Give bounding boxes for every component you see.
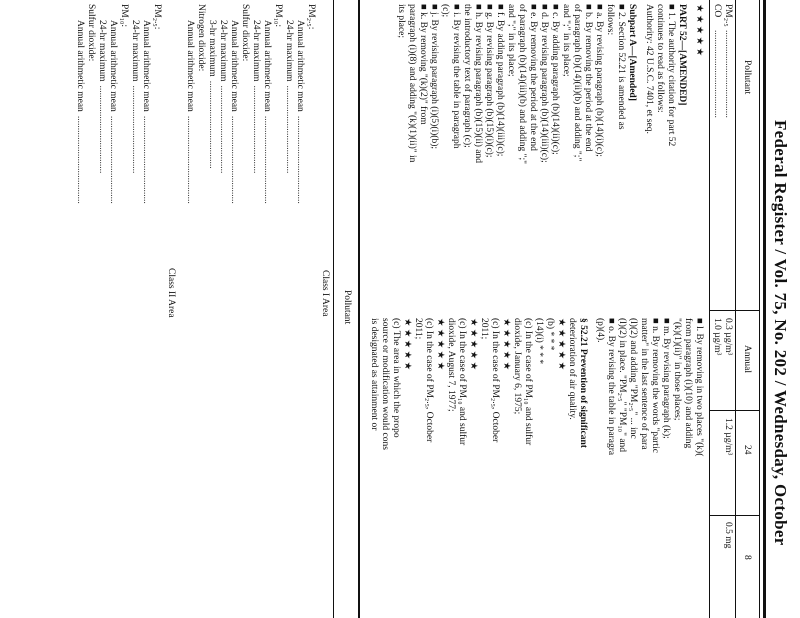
right-column-line: ■ n. By removing the words "partic (650, 318, 660, 453)
left-column-line: (c); (440, 4, 450, 18)
class1-row-label: PM₁₀: (273, 4, 283, 27)
class1-row-dots: ..................................... (185, 115, 195, 204)
left-column-line: Subpart A—[Amended] (627, 4, 637, 101)
left-column-line: PART 52—[AMENDED] (677, 4, 687, 106)
top-col-24: 24 (742, 445, 752, 455)
right-column-line: 2011; (479, 318, 489, 340)
class2-row (140, 4, 151, 604)
class2-row-label: 24-hr maximum (130, 20, 140, 82)
right-column-line: ■ m. By revising paragraph (k); (661, 318, 671, 439)
top-table-rule-2 (735, 0, 736, 618)
top-row-8: 0.5 mg (723, 522, 733, 549)
class1-row (261, 4, 272, 604)
class1-row-label: 24-hr maximum (251, 20, 261, 82)
class2-row-dots: ..................................... (108, 115, 118, 204)
left-text-column (395, 4, 704, 304)
class1-row-label: Annual arithmetic mean (295, 20, 305, 112)
class2-row-dots: ..................................... (130, 85, 140, 174)
top-row-24: 1.2 µg/m³ (723, 418, 733, 456)
class1-row (294, 4, 305, 604)
class1-row-dots: ..................................... (251, 85, 261, 174)
top-row-name: PM₂.₅ (723, 4, 733, 27)
class1-row-label: PM₂.₅: (306, 4, 316, 30)
class2-row-label: Annual arithmetic mean (141, 20, 151, 112)
class1-row-dots: ..................................... (295, 115, 305, 204)
left-column-line: paragraph (i)(8) and adding "(k)(1)(ii)" in (407, 4, 417, 163)
class1-row-dots: ..................................... (207, 80, 217, 169)
left-column-line: Authority: 42 U.S.C. 7401, et seq. (644, 4, 654, 134)
class1-row-label: 24-hr maximum (284, 20, 294, 82)
class2-heading: Class II Area (166, 268, 176, 318)
right-column-line: (b) * * * (545, 318, 555, 351)
right-column-line: ★ ★ ★ ★ ★ (468, 318, 478, 371)
left-column-line: ■ a. By revising paragraph (b)(14)(i)(c); (594, 4, 604, 157)
right-column-line: ★ ★ ★ ★ ★ (556, 318, 566, 371)
top-vrule-2 (710, 410, 760, 411)
right-column-line: (l)(2) and adding "PM₂.₅" ... inc (628, 318, 638, 439)
right-column-line: matter" in the last sentence of para (639, 318, 649, 450)
class2-row (129, 4, 140, 604)
top-row-dots: ..................................... (723, 30, 733, 118)
class2-row (151, 4, 162, 604)
top-row-annual: 1.0 µg/m³ (712, 318, 722, 356)
left-column-line: of paragraph (b)(14)(iii)(b) and adding ";" (517, 4, 527, 164)
class1-rows (184, 4, 316, 604)
class1-row (195, 4, 206, 604)
right-column-line: ■ l. By removing in two places "(k)( (694, 318, 704, 457)
class2-row-label: PM₂.₅: (152, 4, 162, 30)
class2-row-label: 24-hr maximum (97, 20, 107, 82)
class1-row (217, 4, 228, 604)
class1-row (305, 4, 316, 604)
right-column-line: is designated as attainment or (369, 318, 379, 431)
left-column-line: ★ ★ ★ ★ ★ (694, 4, 704, 57)
top-col-pollutant: Pollutant (742, 60, 752, 95)
top-row-dots: ..................................... (712, 30, 722, 118)
right-column-line: (c) In the case of PM₁₀ and sulfur (457, 318, 467, 446)
header-rule (763, 0, 766, 618)
class2-row-label: Annual arithmetic mean (75, 20, 85, 112)
right-column-line: (c) In the case of PM₁₀ and sulfur (523, 318, 533, 446)
right-column-line: dioxide, January 6, 1975; (512, 318, 522, 415)
right-column-line: § 52.21 Prevention of significant (578, 318, 588, 448)
class2-rows (74, 4, 162, 604)
top-table-rule-3 (709, 0, 710, 618)
top-col-annual: Annual (742, 345, 752, 373)
left-column-line: ■ f. By adding paragraph (b)(14)(iii)(c); (495, 4, 505, 157)
class2-row (118, 4, 129, 604)
right-column-line: (c) The area in which the propo (391, 318, 401, 438)
class2-row-dots: ..................................... (97, 85, 107, 174)
class1-row-dots: ..................................... (218, 85, 228, 174)
left-column-line: ■ e. By removing the period at the end (528, 4, 538, 151)
class1-row-label: Annual arithmetic mean (229, 20, 239, 112)
right-text-column (368, 318, 704, 618)
left-column-line: its place; (396, 4, 406, 39)
right-column-line: (14)(i) * * * (534, 318, 544, 365)
left-column-line: follows: (605, 4, 615, 36)
left-column-line: ■ d. By revising paragraph (b)(14)(iii)(c); (539, 4, 549, 163)
left-column-line: ■ h. By revising paragraph (b)(15)(ii) and (473, 4, 483, 164)
right-column-line: (c) In the case of PM₂.₅, October (424, 318, 434, 443)
class1-row-label: Annual arithmetic mean (185, 20, 195, 112)
right-column-line: ★ ★ ★ ★ ★ (501, 318, 511, 371)
class1-row (206, 4, 217, 604)
class2-row (85, 4, 96, 604)
left-column-line: and ";" in its place; (506, 4, 516, 77)
class2-row-label: Sulfur dioxide: (86, 4, 96, 62)
class1-row-dots: ..................................... (262, 115, 272, 204)
right-column-line: 2011; (413, 318, 423, 340)
left-column-line: the introductory text of paragraph (c); (462, 4, 472, 148)
top-col-8: 8 (742, 555, 752, 560)
class2-row (107, 4, 118, 604)
page-header: Federal Register / Vol. 75, No. 202 / Wednesday, October (771, 120, 790, 546)
class1-row-dots: ..................................... (284, 85, 294, 174)
class1-row-dots: ..................................... (229, 115, 239, 204)
class1-heading: Class I Area (320, 270, 330, 317)
right-column-line: ★ ★ ★ ★ ★ (435, 318, 445, 371)
top-table-rule-1 (759, 0, 760, 618)
left-column-line: ■ i. By revising the table in paragraph (451, 4, 461, 149)
class1-row (239, 4, 250, 604)
left-column-line: ■ 1. The authority citation for part 52 (666, 4, 676, 147)
right-column-line: (l)(2) in place. "PM₂.₅" "PM₁₀" and (617, 318, 627, 453)
left-column-line: and ";" in its place; (561, 4, 571, 77)
class1-row-label: Nitrogen dioxide: (196, 4, 206, 72)
top-row-annual: 0.3 µg/m³ (723, 318, 733, 356)
class1-row (283, 4, 294, 604)
class1-row-label: Sulfur dioxide: (240, 4, 250, 62)
class1-row-label: Annual arithmetic mean (262, 20, 272, 112)
left-column-line: continues to read as follows: (655, 4, 665, 113)
bottom-table-rule-2 (333, 0, 334, 618)
bottom-col-pollutant: Pollutant (342, 290, 352, 325)
right-column-line: (c) In the case of PM₂.₅, October (490, 318, 500, 443)
class2-row (96, 4, 107, 604)
class1-row (272, 4, 283, 604)
class2-row (74, 4, 85, 604)
class1-row-label: 24-hr maximum (218, 20, 228, 82)
left-column-line: ■ g. By revising paragraph (b)(15)(i)(c); (484, 4, 494, 158)
top-vrule-3 (710, 515, 760, 516)
top-vrule-1 (710, 310, 760, 311)
class1-row-label: 3-hr maximum (207, 20, 217, 77)
right-column-line: ■ o. By revising the table in paragra (606, 318, 616, 456)
right-column-line: source or modification would cons (380, 318, 390, 450)
right-column-line: "(k)(1)(ii)" in those places; (672, 318, 682, 421)
top-row-name: CO (712, 4, 722, 18)
left-column-line: of paragraph (b)(14)(ii)(b) and adding ";" (572, 4, 582, 162)
class2-row-dots: ..................................... (141, 115, 151, 204)
left-column-line: ■ b. By removing the period at the end (583, 4, 593, 152)
left-column-line: ■ j. By revising paragraph (i)(5)(i)(b); (429, 4, 439, 150)
class1-row (184, 4, 195, 604)
class1-row (228, 4, 239, 604)
right-column-line: dioxide, August 7, 1977; (446, 318, 456, 412)
class1-row (250, 4, 261, 604)
left-column-line: ■ c. By adding paragraph (b)(14)(ii)(c); (550, 4, 560, 155)
bottom-table-rule-1 (358, 0, 360, 618)
right-column-line: ★ ★ ★ ★ ★ (402, 318, 412, 371)
class2-row-label: Annual arithmetic mean (108, 20, 118, 112)
right-column-line: (p)(4). (595, 318, 605, 343)
left-column-line: ■ 2. Section 52.21 is amended as (616, 4, 626, 130)
right-column-line: from paragraph (i)(10) and adding (683, 318, 693, 449)
class2-row-label: PM₁₀: (119, 4, 129, 27)
class2-row-dots: ..................................... (75, 115, 85, 204)
left-column-line: ■ k. By removing "(k)(2)" from (418, 4, 428, 125)
right-column-line: deterioration of air quality. (567, 318, 577, 420)
